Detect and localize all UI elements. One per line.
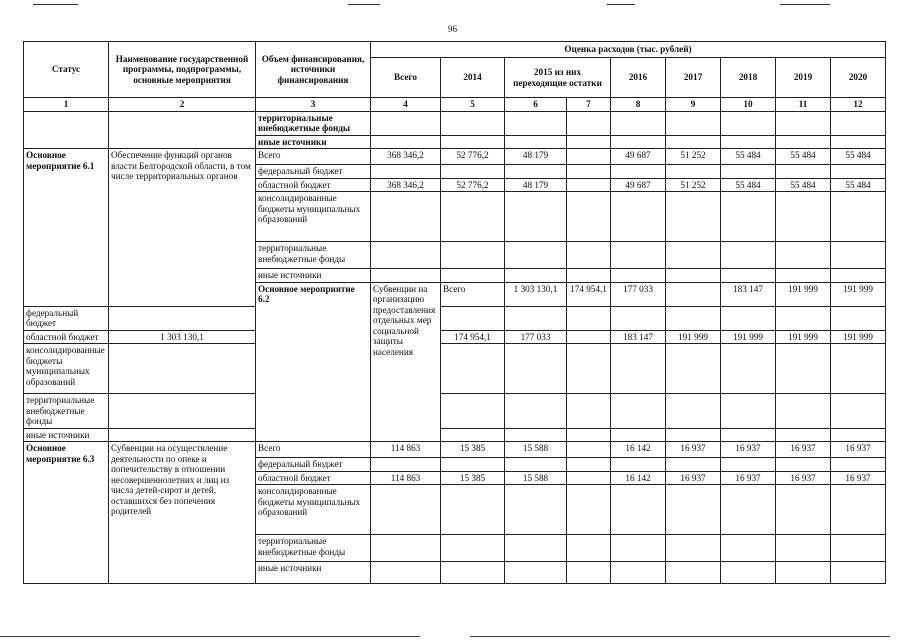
header-rule-3 [607,4,635,5]
value-cell: 52 776,2 [441,178,505,192]
value-cell: 191 999 [721,330,776,344]
header-2018: 2018 [721,58,776,98]
header-rule-1 [33,4,78,5]
value-cell [567,149,611,165]
value-cell: 191 999 [831,282,886,306]
header-2016: 2016 [611,58,666,98]
value-cell: 16 937 [666,471,721,485]
value-cell: 368 346,2 [371,178,441,192]
header-2017: 2017 [666,58,721,98]
value-cell: 16 937 [831,471,886,485]
value-cell: 177 033 [505,330,567,344]
source-label: иные источники [256,135,371,149]
value-cell: 51 252 [666,178,721,192]
header-name: Наименование государственной программы, подпрограммы, основные мероприятия [109,42,256,98]
source-label: областной бюджет [256,178,371,192]
value-cell: 55 484 [831,149,886,165]
column-number: 5 [441,98,505,112]
value-cell: 15 588 [505,471,567,485]
value-cell [567,471,611,485]
value-cell: 16 937 [721,442,776,458]
source-label: территориальные внебюджетные фонды [256,111,371,135]
source-label: Всего [256,149,371,165]
value-cell: 49 687 [611,178,666,192]
source-label: федеральный бюджет [24,306,109,330]
source-label: территориальные внебюджетные фонды [256,242,371,269]
value-cell: 191 999 [776,282,831,306]
page-number: 96 [448,24,457,34]
value-cell: 51 252 [666,149,721,165]
value-cell: 16 937 [776,471,831,485]
column-number: 4 [371,98,441,112]
column-number: 2 [109,98,256,112]
name-cell: Субвенции на осуществление деятельности по опеке и попечительству в отношении несовершеннолетних и лиц из числа детей-сирот и детей, оставшихся без попечения родителей [109,442,256,584]
header-rule-4 [780,4,830,5]
source-label: федеральный бюджет [256,458,371,472]
source-label: Всего [441,282,505,306]
status-cell [24,111,109,149]
value-cell: 15 385 [441,471,505,485]
header-total: Всего [371,58,441,98]
table-row [24,394,886,429]
header-2015: 2015 из них переходящие остатки [505,58,611,98]
column-number: 3 [256,98,371,112]
status-cell: Основное мероприятие 6.2 [256,282,371,442]
source-label: иные источники [24,428,109,442]
value-cell: 16 937 [776,442,831,458]
budget-table [23,41,886,584]
value-cell: 48 179 [505,149,567,165]
value-cell [567,442,611,458]
table-row [24,330,886,344]
column-number: 6 [505,98,567,112]
source-label: территориальные внебюджетные фонды [256,535,371,562]
table-row [24,428,886,442]
value-cell: 55 484 [721,178,776,192]
value-cell: 183 147 [721,282,776,306]
value-cell: 15 588 [505,442,567,458]
value-cell: 16 142 [611,442,666,458]
value-cell: 1 303 130,1 [505,282,567,306]
header-2014: 2014 [441,58,505,98]
value-cell: 55 484 [721,149,776,165]
status-cell: Основное мероприятие 6.3 [24,442,109,584]
value-cell: 191 999 [666,330,721,344]
header-status: Статус [24,42,109,98]
value-cell: 177 033 [611,282,666,306]
header-estimate: Оценка расходов (тыс. рублей) [371,42,886,58]
value-cell: 48 179 [505,178,567,192]
table-row [24,111,886,135]
value-cell: 55 484 [776,178,831,192]
value-cell: 114 863 [371,442,441,458]
source-label: иные источники [256,269,371,283]
footer-rule-2 [470,636,890,637]
value-cell [567,178,611,192]
column-number: 1 [24,98,109,112]
header-volume: Объем финансирования, источники финансирования [256,42,371,98]
value-cell: 191 999 [776,330,831,344]
source-label: Всего [256,442,371,458]
column-number: 7 [567,98,611,112]
source-label: консолидированные бюджеты муниципальных образований [24,344,109,394]
table-row [24,306,886,330]
value-cell: 16 937 [666,442,721,458]
source-label: территориальные внебюджетные фонды [24,394,109,429]
value-cell [666,282,721,306]
header-row-1 [24,42,886,58]
table-row [24,149,886,165]
status-cell: Основное мероприятие 6.1 [24,149,109,307]
header-2019: 2019 [776,58,831,98]
value-cell: 16 142 [611,471,666,485]
value-cell: 174 954,1 [567,282,611,306]
value-cell: 55 484 [831,178,886,192]
column-number: 11 [776,98,831,112]
header-rule-2 [348,4,380,5]
value-cell: 55 484 [776,149,831,165]
footer-rule-1 [0,636,420,637]
value-cell: 174 954,1 [441,330,505,344]
source-label: областной бюджет [256,471,371,485]
value-cell: 183 147 [611,330,666,344]
source-label: консолидированные бюджеты муниципальных образований [256,192,371,242]
value-cell: 52 776,2 [441,149,505,165]
value-cell: 16 937 [721,471,776,485]
value-cell: 114 863 [371,471,441,485]
column-number: 10 [721,98,776,112]
value-cell [567,330,611,344]
value-cell: 15 385 [441,442,505,458]
source-label: иные источники [256,562,371,584]
value-cell: 16 937 [831,442,886,458]
column-number: 12 [831,98,886,112]
column-number-row [24,98,886,112]
value-cell: 368 346,2 [371,149,441,165]
source-label: федеральный бюджет [256,165,371,179]
name-cell: Обеспечение функций органов власти Белгородской области, в том числе территориальных органов [109,149,256,307]
column-number: 8 [611,98,666,112]
column-number: 9 [666,98,721,112]
source-label: консолидированные бюджеты муниципальных образований [256,485,371,535]
name-cell: Субвенции на организацию предоставления отдельных мер социальной защиты населения [371,282,441,442]
table-row [24,344,886,394]
value-cell: 191 999 [831,330,886,344]
value-cell: 49 687 [611,149,666,165]
header-2020: 2020 [831,58,886,98]
name-cell [109,111,256,149]
table-row [24,442,886,458]
source-label: областной бюджет [24,330,109,344]
value-cell: 1 303 130,1 [109,330,256,344]
